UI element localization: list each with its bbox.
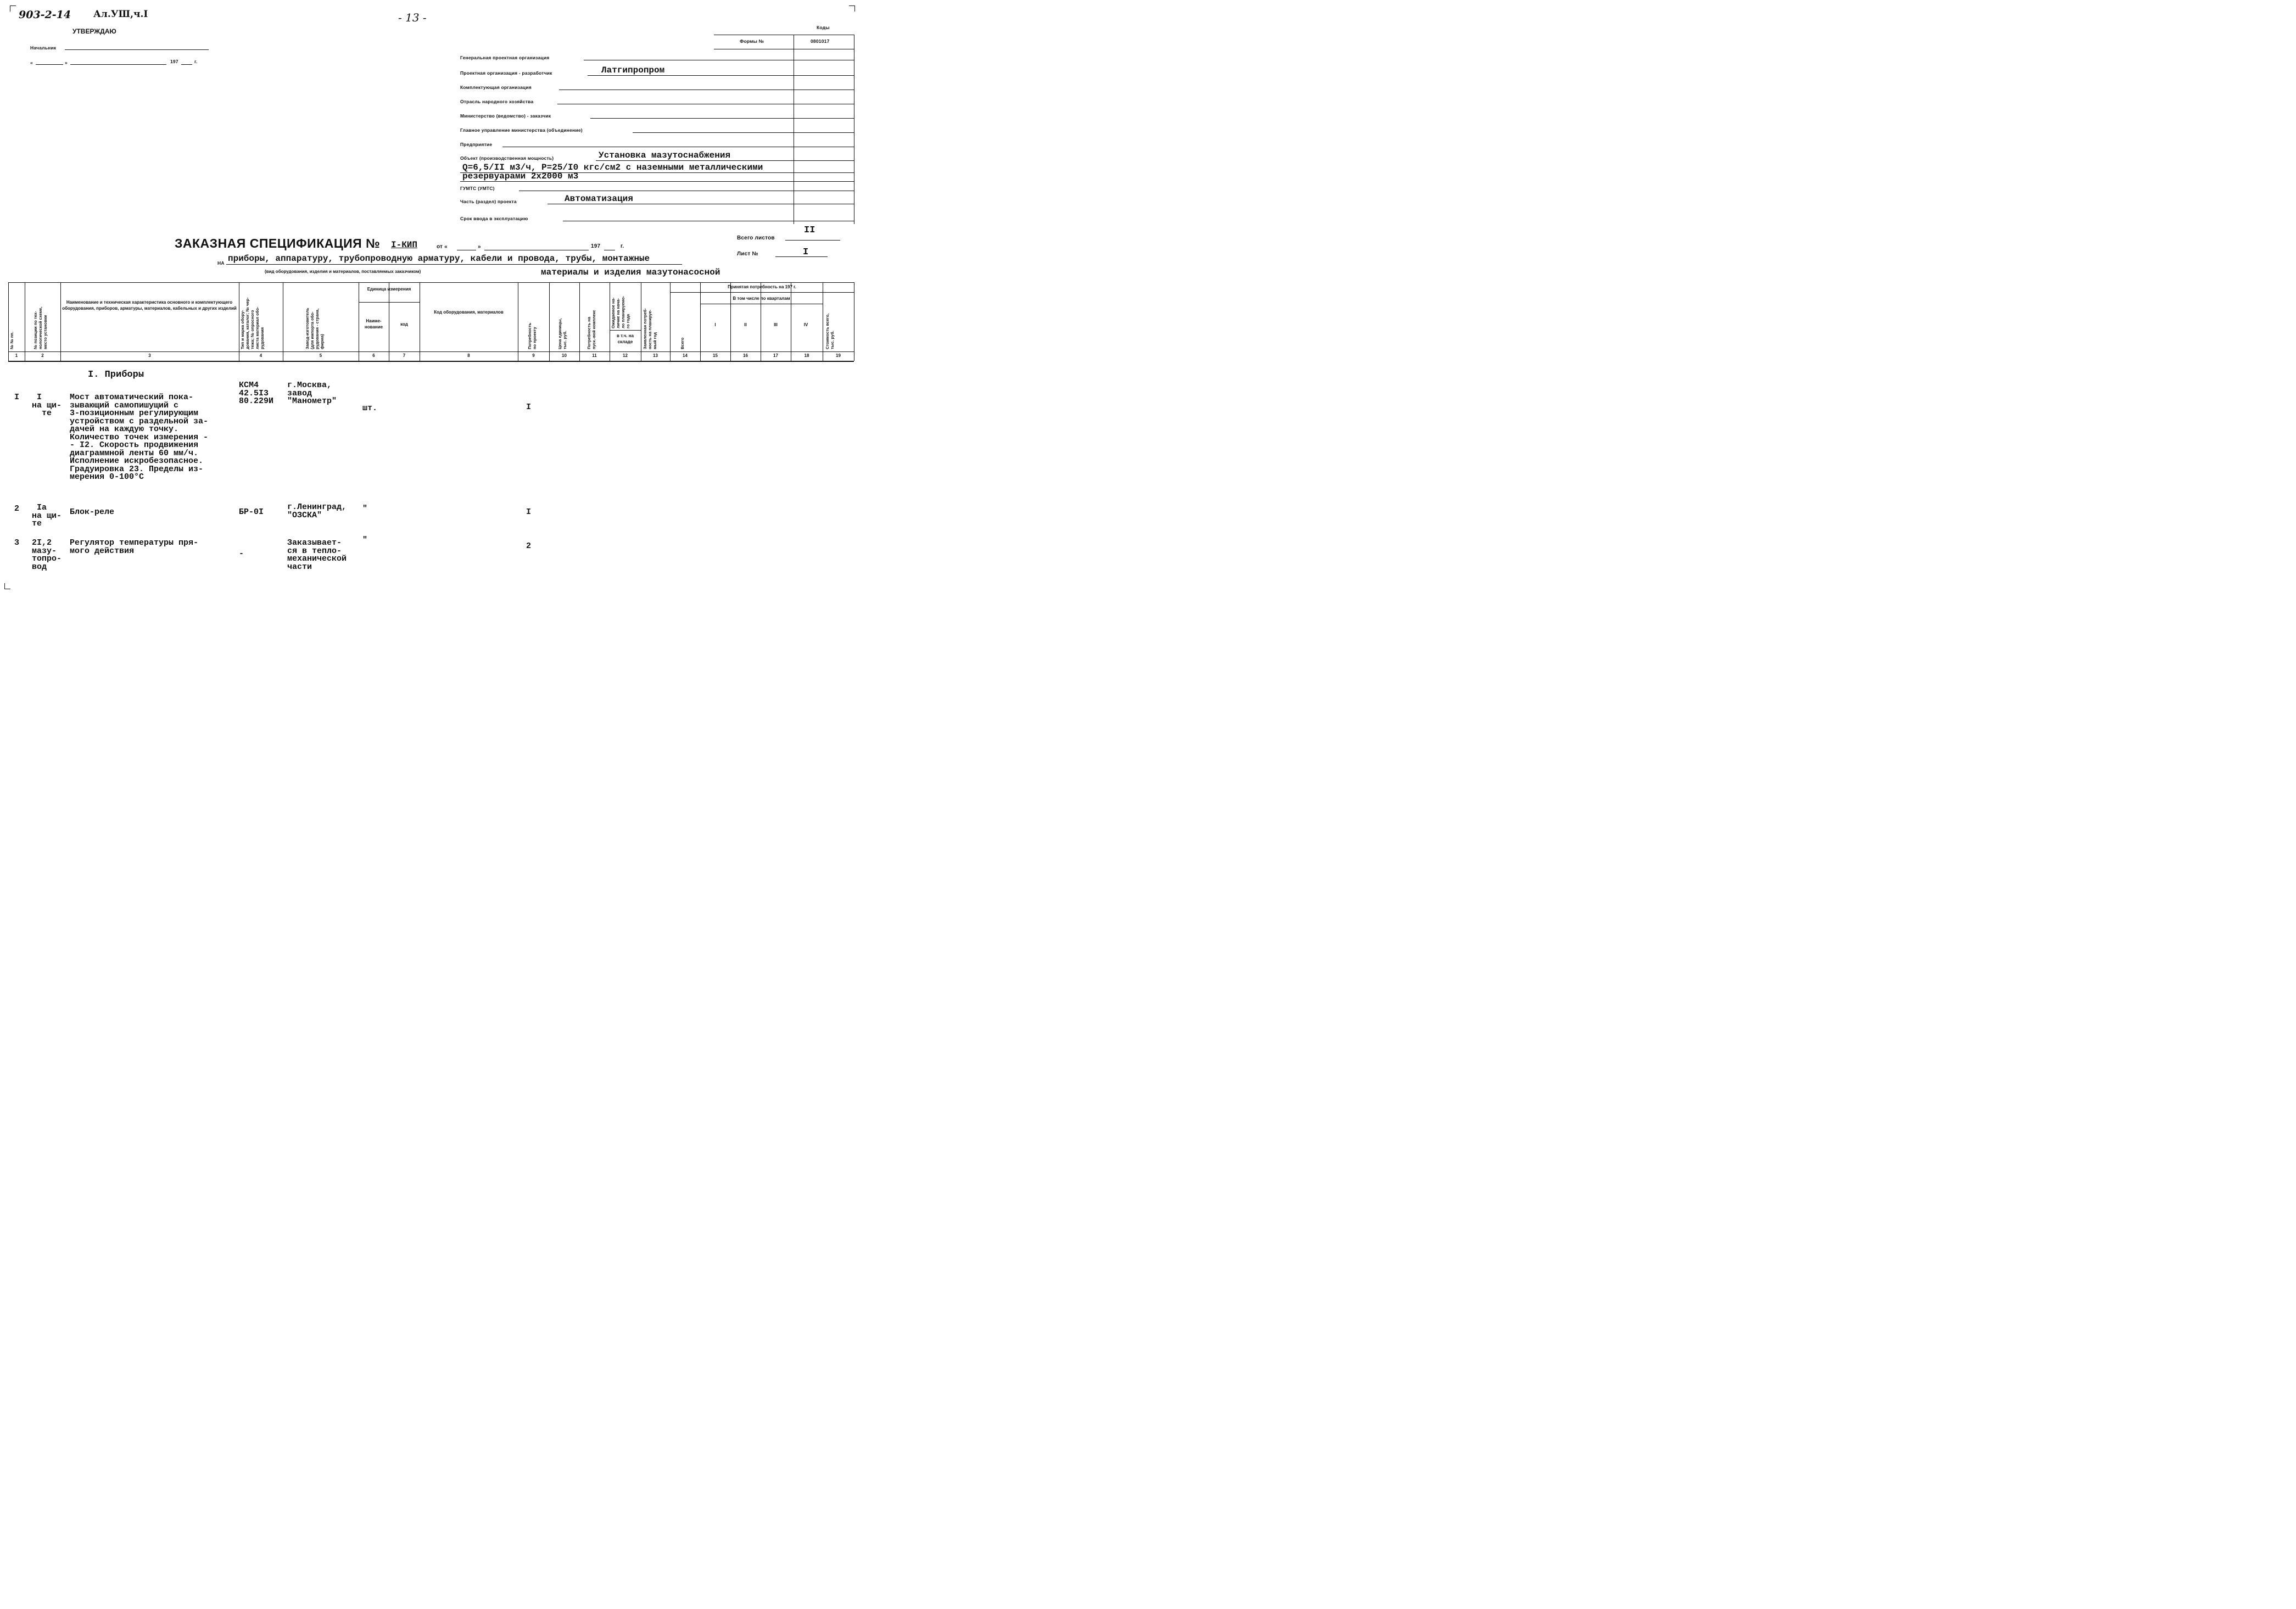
column-number: 14	[683, 353, 688, 358]
date-month-line	[70, 64, 166, 65]
header-c10: Цена единицы, тыс. руб.	[557, 318, 567, 349]
column-number: 10	[562, 353, 567, 358]
corner-mark-top-right	[849, 5, 855, 12]
approve-label: УТВЕРЖДАЮ	[72, 27, 116, 35]
header-c3: Наименование и техническая характеристика основного и комплектующего оборудования, приборов, арматуры, материалов, кабельных и других изделий	[62, 300, 237, 311]
row-2-n: 2	[14, 504, 20, 513]
field-value: Q=6,5/II м3/ч, P=25/I0 кгс/см2 с наземными металлическими	[462, 163, 763, 172]
form-number-label: Формы №	[740, 38, 764, 44]
spec-date-year: 197	[591, 243, 601, 249]
spec-date-from: от «	[437, 244, 448, 250]
table-numbers-bottom-rule	[8, 361, 854, 362]
field-line	[633, 132, 854, 133]
chief-label: Начальник	[30, 45, 57, 51]
codes-header: Коды	[817, 25, 830, 30]
row-2-name: Блок-реле	[70, 507, 115, 517]
row-2-qty: I	[526, 507, 532, 517]
row-1-n: I	[14, 393, 20, 402]
row-3-unit: "	[362, 535, 368, 545]
field-label: Часть (раздел) проекта	[460, 199, 517, 204]
header-c1: № № пп.	[9, 331, 14, 349]
field-label: Срок ввода в эксплуатацию	[460, 216, 528, 221]
field-value: Установка мазутоснабжения	[599, 150, 731, 160]
total-sheets-line	[785, 240, 840, 241]
row-3-maker: Заказывает- ся в тепло- механической части	[287, 538, 347, 572]
table-column-rule	[579, 282, 580, 361]
column-number: 4	[259, 353, 262, 358]
total-sheets-label: Всего листов	[737, 235, 775, 241]
unit-subheader-rule	[359, 302, 420, 303]
row-1-maker: г.Москва, завод "Манометр"	[287, 381, 337, 406]
field-value: Автоматизация	[565, 194, 633, 204]
column-number: 1	[15, 353, 18, 358]
date-close-quote: »	[65, 60, 68, 65]
field-value: Латгипропром	[601, 65, 665, 75]
date-day-line	[36, 64, 63, 65]
field-label: Генеральная проектная организация	[460, 55, 550, 60]
column-number: 7	[403, 353, 406, 358]
sheet-number-line	[775, 256, 828, 257]
header-c19: Стоимость всего, тыс. руб.	[825, 313, 835, 349]
field-label: Главное управление министерства (объединение)	[460, 127, 583, 133]
corner-mark-top-left	[10, 5, 16, 12]
header-c17: III	[774, 322, 778, 327]
row-1-pos: I на щи- те	[32, 393, 62, 418]
table-column-rule	[60, 282, 61, 361]
header-c9: Потребность по проекту	[527, 322, 537, 349]
field-label: Предприятие	[460, 142, 493, 147]
column-number: 16	[743, 353, 748, 358]
field-label: Объект (производственная мощность)	[460, 155, 554, 161]
document-number: 903-2-14	[19, 9, 71, 21]
corner-mark-bottom-left	[4, 583, 10, 589]
subject-line-2: материалы и изделия мазутонасосной	[541, 267, 720, 277]
table-header-bottom-rule	[8, 351, 854, 352]
subject-line-1: приборы, аппаратуру, трубопроводную арматуру, кабели и провода, трубы, монтажные	[228, 254, 650, 264]
field-label: Министерство (ведомство) - заказчик	[460, 113, 551, 119]
header-c11: Потребность на пуск.-вой комплекс	[586, 310, 596, 349]
header-c15: I	[714, 322, 716, 327]
header-quarters: В том числе по кварталам	[733, 296, 790, 301]
row-2-unit: "	[362, 504, 368, 513]
row-1-unit: шт.	[362, 404, 378, 413]
field-value: резервуарами 2х2000 м3	[462, 171, 579, 181]
date-year-line	[181, 64, 192, 65]
column-number: 12	[623, 353, 628, 358]
column-number: 18	[804, 353, 809, 358]
chief-line	[65, 49, 209, 50]
date-year: 197	[170, 59, 178, 64]
row-3-qty: 2	[526, 541, 532, 551]
date-year-suffix: г.	[194, 59, 198, 64]
subject-line-1-rule	[226, 264, 682, 265]
form-code-value: 0801017	[811, 38, 830, 44]
subject-caption: (вид оборудования, изделия и материалов, поставляемых заказчиком)	[265, 269, 421, 274]
field-label: Комплектующая организация	[460, 85, 532, 90]
sheet-number-value: I	[803, 247, 809, 258]
spec-date-suffix: г.	[621, 243, 624, 249]
na-label: НА	[217, 260, 225, 266]
header-c18: IV	[803, 322, 808, 327]
column-number: 3	[148, 353, 151, 358]
row-1-type: КСМ4 42.5І3 80.229И	[239, 381, 274, 406]
field-label: Отрасль народного хозяйства	[460, 99, 534, 104]
column-number: 6	[372, 353, 375, 358]
header-accepted: Принятая потребность на 197 г.	[728, 284, 796, 289]
column-number: 15	[713, 353, 718, 358]
section-heading: I. Приборы	[88, 370, 144, 380]
table-column-rule	[8, 282, 9, 361]
row-1-name: Мост автоматический пока- зывающий самопишущий с 3-позиционным регулирующим устройством с раздельной за- дачей на каждую точку. Количество точек измерения - - I2. Скорость продвижения диаграммной ленты 60 мм/ч. Исполнение искробезопасное. Градуировка 23. Пределы из- мерения 0-100°С	[70, 393, 209, 482]
row-3-type: -	[239, 549, 244, 558]
header-c67: Единица измерения	[367, 287, 411, 292]
field-line	[588, 75, 854, 76]
spec-date-close: »	[478, 244, 481, 250]
header-c13: Заявленная потреб- ность на планируе- мый год	[643, 308, 657, 349]
header-c6: Наиме- нование	[364, 319, 383, 329]
column-number: 11	[592, 353, 597, 358]
row-1-qty: I	[526, 403, 532, 412]
album-reference: Ал.УШ,ч.I	[93, 9, 148, 20]
field-label: Проектная организация - разработчик	[460, 70, 552, 76]
header-c4: Тип и марка обору- дования, каталог; № чер- тежа; № опросного листа материал обо- рудования	[240, 297, 265, 349]
column-number: 13	[653, 353, 658, 358]
table-column-rule	[670, 282, 671, 361]
header-c5: Завод-изготовитель (для импорта обо- рудования - страна, фирма)	[305, 308, 325, 349]
header-c14: Всего	[680, 337, 685, 349]
field-line	[590, 118, 854, 119]
row-3-n: 3	[14, 538, 20, 547]
column-number: 19	[836, 353, 841, 358]
specification-title: ЗАКАЗНАЯ СПЕЦИФИКАЦИЯ №	[175, 236, 381, 250]
row-3-name: Регулятор температуры пря- мого действия	[70, 538, 199, 556]
stock-subheader-rule	[610, 330, 641, 331]
column-number: 17	[773, 353, 778, 358]
table-column-rule	[549, 282, 550, 361]
sheet-number-label: Лист №	[737, 251, 758, 257]
header-c12b: в т.ч. на складе	[617, 333, 634, 344]
row-2-type: БР-0I	[239, 507, 264, 517]
table-top-rule	[8, 282, 854, 283]
field-label: ГУМТС (УМТС)	[460, 186, 495, 191]
header-c16: II	[744, 322, 747, 327]
header-c8: Код оборудования, материалов	[434, 310, 504, 315]
row-2-pos: Iа на щи- те	[32, 503, 62, 528]
field-line	[460, 181, 854, 182]
accepted-subheader-rule	[670, 292, 854, 293]
row-2-maker: г.Ленинград, "ОЗСКА"	[287, 502, 347, 520]
column-number: 5	[319, 353, 322, 358]
header-c7: код	[400, 322, 408, 327]
header-c2: № позиции по тех- нологической схеме, место установки	[33, 306, 48, 349]
field-line	[596, 160, 854, 161]
date-open-quote: «	[30, 60, 33, 65]
page-number: - 13 -	[398, 11, 427, 24]
header-c12: Ожидаемое на- личие на нача- ло планируемо- го года	[611, 295, 630, 328]
row-3-pos: 2I,2 мазу- топро- вод	[32, 538, 62, 572]
total-sheets-value: II	[804, 225, 815, 236]
column-number: 2	[41, 353, 44, 358]
column-number: 8	[467, 353, 470, 358]
column-number: 9	[532, 353, 535, 358]
specification-number: I-КИП	[391, 240, 418, 250]
